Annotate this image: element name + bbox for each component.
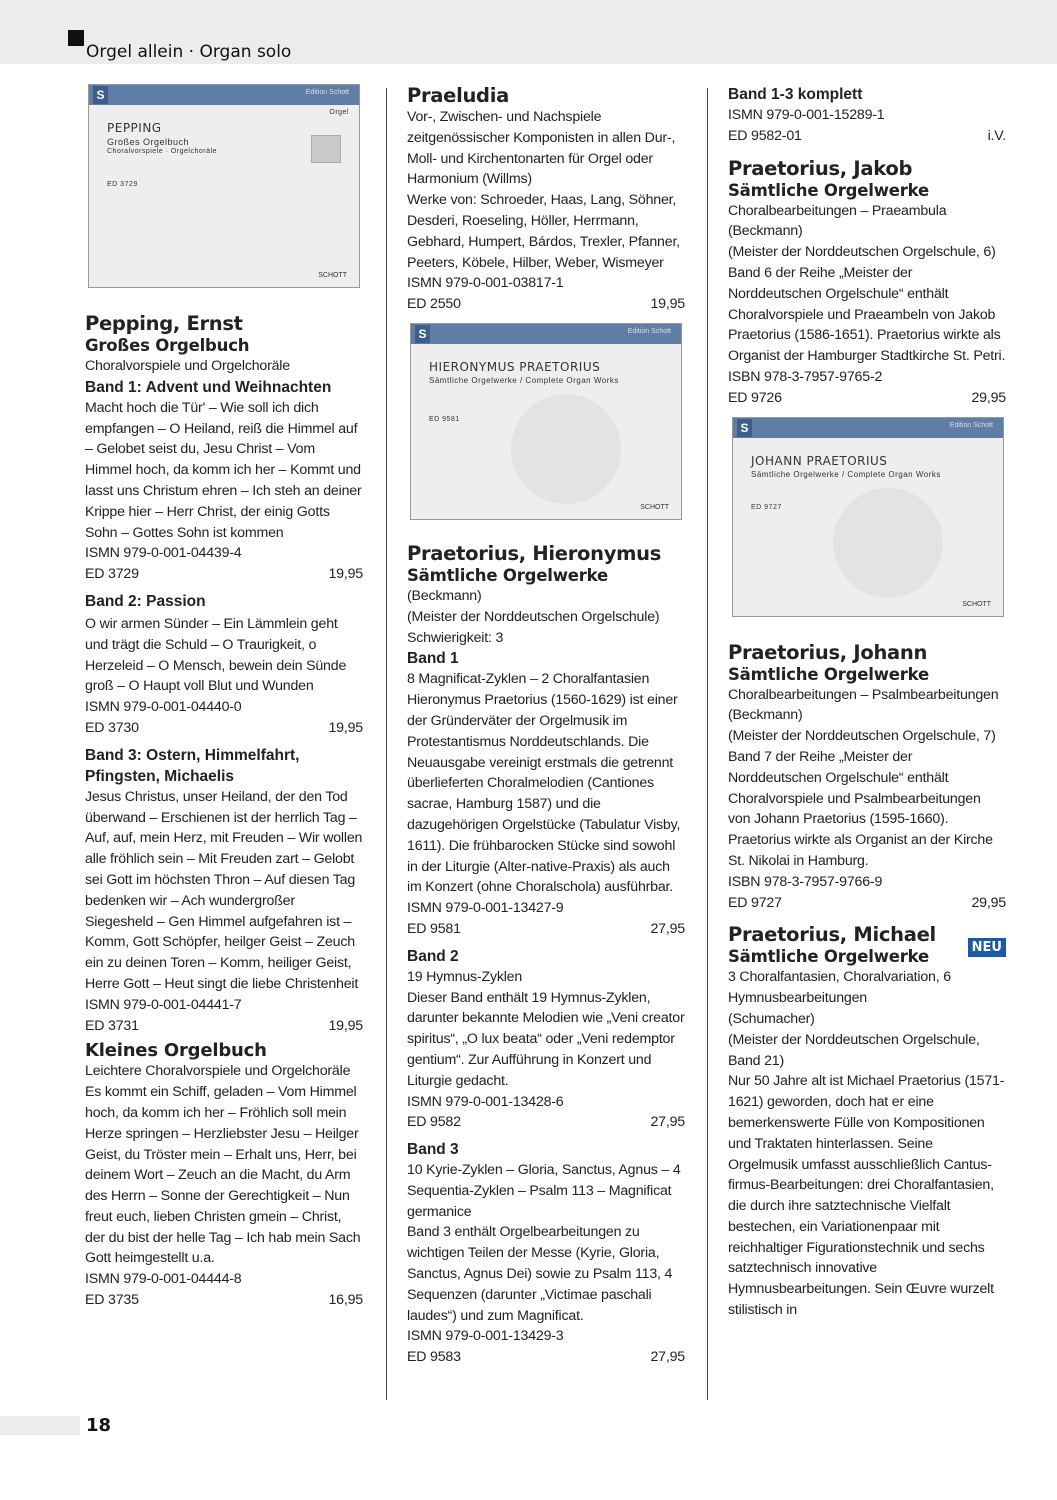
ed-number: ED 3731	[85, 1017, 139, 1034]
cover-composer: HIERONYMUS PRAETORIUS	[429, 359, 601, 374]
price: 27,95	[650, 920, 685, 937]
work-sub: Choralbearbeitungen – Praeambula	[728, 202, 947, 219]
organ-icon	[311, 135, 341, 163]
work-composers: Werke von: Schroeder, Haas, Lang, Söhner, Desderi, Roeseling, Höller, Herrmann, Gebhard, Humpert, Bárdos, Trexler, Pfanner, Peeters, Köbele, Hilber, Weber, Wismeyer	[407, 192, 680, 271]
cover-series: Edition Schott	[305, 89, 349, 96]
band-title: Band 2	[407, 947, 459, 965]
ismn: ISMN 979-0-001-13428-6	[407, 1093, 564, 1110]
series: (Meister der Norddeutschen Orgelschule, Band 21)	[728, 1031, 980, 1069]
price: 19,95	[650, 296, 685, 313]
ed-number: ED 9726	[728, 389, 782, 406]
seal-watermark	[511, 394, 621, 504]
band-title: Band 1: Advent und Weihnachten	[85, 378, 332, 396]
ed-number: ED 9582-01	[728, 127, 802, 144]
editor: (Beckmann)	[728, 707, 803, 724]
series: (Meister der Norddeutschen Orgelschule, 6)	[728, 244, 996, 261]
price: 27,95	[650, 1114, 685, 1131]
order-row	[728, 388, 1006, 409]
band-title: Band 1	[407, 650, 459, 668]
cover-series: Edition Schott	[627, 327, 671, 335]
cover-title: Großes Orgelbuch	[107, 137, 190, 147]
isbn: ISBN 978-3-7957-9766-9	[728, 873, 883, 890]
ismn: ISMN 979-0-001-04439-4	[85, 545, 242, 562]
price: 27,95	[650, 1349, 685, 1366]
band-sub: 19 Hymnus-Zyklen	[407, 968, 523, 985]
band-title-2: Pfingsten, Michaelis	[85, 767, 235, 785]
editor: (Schumacher)	[728, 1010, 815, 1027]
cover-composer: JOHANN PRAETORIUS	[751, 453, 888, 468]
isbn: ISBN 978-3-7957-9765-2	[728, 368, 883, 385]
cover-subtitle: Choralvorspiele · Orgelchoräle	[107, 148, 217, 155]
ed-number: ED 2550	[407, 296, 461, 313]
ed-number: ED 3735	[85, 1292, 139, 1309]
schott-s-icon: S	[93, 86, 108, 104]
editor: (Beckmann)	[728, 223, 803, 240]
work-text: Band 7 der Reihe „Meister der Norddeutschen Orgelschule“ enthält Choralvorspiele und Psalmbearbeitungen von Johann Praetorius (1595-1660). Praetorius wirkte als Organist an der Kirche St. Nikolai in Hamburg.	[728, 748, 993, 869]
header-bar	[0, 0, 1057, 64]
cover-code: ED 3729	[107, 181, 138, 188]
ismn: ISMN 979-0-001-03817-1	[407, 275, 564, 292]
work-sub: Choralbearbeitungen – Psalmbearbeitungen	[728, 686, 999, 703]
cover-series: Edition Schott	[949, 421, 993, 429]
cover-composer: PEPPING	[107, 121, 162, 135]
difficulty: Schwierigkeit: 3	[407, 629, 504, 646]
price: 16,95	[328, 1292, 363, 1309]
ismn: ISMN 979-0-001-04444-8	[85, 1271, 242, 1288]
band-title: Band 2: Passion	[85, 592, 206, 610]
column-1	[85, 84, 363, 1311]
ed-number: ED 9582	[407, 1114, 461, 1131]
cover-label: Orgel	[329, 109, 349, 116]
order-row	[728, 126, 1006, 147]
price: 19,95	[328, 719, 363, 736]
column-2	[407, 84, 685, 1368]
order-row	[407, 919, 685, 940]
cover-image-hieronymus	[410, 323, 682, 520]
band-text: Dieser Band enthält 19 Hymnus-Zyklen, darunter bekannte Melodien wie „Veni creator spiritus“, „O lux beata“ oder „Veni redemptor gentium“. Zur Aufführung in Konzert und Liturgie gedacht.	[407, 989, 685, 1089]
work-title: Sämtliche Orgelwerke	[728, 947, 929, 967]
ismn: ISMN 979-0-001-13427-9	[407, 900, 564, 917]
composer-name: Praetorius, Jakob	[728, 156, 913, 180]
ismn: ISMN 979-0-001-04440-0	[85, 699, 242, 716]
cover-publisher: SCHOTT	[962, 600, 991, 608]
ed-number: ED 9581	[407, 920, 461, 937]
order-row	[85, 718, 363, 739]
composer-name: Praetorius, Michael	[728, 923, 936, 947]
composer-name: Praetorius, Hieronymus	[407, 541, 662, 565]
band-text: Jesus Christus, unser Heiland, der den Tod überwand – Erschienen ist der herrlich Tag – Auf, auf, mein Herz, mit Freuden – Wir wollen alle fröhlich sein – Mit Freuden zart – Gelobt sei Gott im höchsten Thron – Auf diesen Tag bedenken wir – Ach wundergroßer Siegesheld – Gen Himmel aufgefahren ist – Komm, Gott Schöpfer, heilger Geist – Zeuch ein zu deinen Toren – Komm, heiliger Geist, Herre Gott – Heut singt die liebe Christenheit	[85, 788, 363, 992]
price: i.V.	[987, 127, 1006, 144]
order-row	[85, 1290, 363, 1311]
new-badge: NEU	[968, 938, 1006, 957]
series: (Meister der Norddeutschen Orgelschule)	[407, 608, 660, 625]
ed-number: ED 3730	[85, 719, 139, 736]
band-title: Band 1-3 komplett	[728, 86, 863, 103]
cover-code: ED 9727	[751, 503, 782, 511]
editor: (Beckmann)	[407, 587, 482, 604]
order-row	[85, 564, 363, 585]
work-title: Kleines Orgelbuch	[85, 1040, 267, 1062]
price: 29,95	[971, 389, 1006, 406]
ed-number: ED 3729	[85, 566, 139, 583]
price: 19,95	[328, 1017, 363, 1034]
header-square-icon	[68, 30, 84, 46]
cover-publisher: SCHOTT	[640, 503, 669, 511]
series: (Meister der Norddeutschen Orgelschule, 7)	[728, 728, 996, 745]
band-text: O wir armen Sünder – Ein Lämmlein geht und trägt die Schuld – O Traurigkeit, o Herzeleid – O Mensch, bewein dein Sünde groß – O Haupt voll Blut und Wunden	[85, 615, 347, 695]
work-desc: Vor-, Zwischen- und Nachspiele zeitgenössischer Komponisten in allen Dur-, Moll- und Kirchentonarten für Orgel oder Harmonium (Willms)	[407, 109, 676, 188]
price: 29,95	[971, 894, 1006, 911]
cover-title: Sämtliche Orgelwerke / Complete Organ Works	[751, 469, 941, 479]
page-number: 18	[86, 1415, 112, 1436]
composer-name: Praetorius, Johann	[728, 640, 928, 664]
order-row	[407, 1347, 685, 1368]
work-text: Leichtere Choralvorspiele und Orgelchoräle Es kommt ein Schiff, geladen – Vom Himmel hoch, da komm ich her – Fröhlich soll mein Herze springen – Herzliebster Jesu – Heilger Geist, du Tröster mein – Erhalt uns, Herr, bei deinem Wort – Zeuch an die Macht, du Arm des Herrn – Sonne der Gerechtigkeit – Nun freut euch, lieben Christen gmein – Christ, der du bist der helle Tag – Ich hab mein Sach Gott heimgestellt u.a.	[85, 1063, 361, 1267]
cover-publisher: SCHOTT	[318, 272, 347, 279]
work-desc: Choralvorspiele und Orgelchoräle	[85, 358, 290, 374]
ismn: ISMN 979-0-001-15289-1	[728, 107, 885, 123]
michael-work-row	[728, 940, 1006, 967]
column-divider	[386, 88, 387, 1400]
ismn: ISMN 979-0-001-13429-3	[407, 1328, 564, 1345]
column-3	[728, 84, 1006, 1321]
schott-s-icon: S	[415, 325, 430, 343]
order-row	[85, 1016, 363, 1037]
work-text: Nur 50 Jahre alt ist Michael Praetorius (1571-1621) geworden, doch hat er eine bemerkenswerte Fülle von Kompositionen und Traktaten hinterlassen. Seine Orgelmusik umfasst ausschließlich Cantus-firmus-Bearbeitungen: drei Choralfantasien, die durch ihre satztechnische Vielfalt bestechen, ein Variationenpaar mit reichhaltiger Figurationstechnik und sechs satztechnisch innovative Hymnusbearbeitungen. Sein Œuvre wurzelt stilistisch in	[728, 1073, 1005, 1319]
cover-image-johann	[732, 417, 1004, 617]
work-title: Sämtliche Orgelwerke	[728, 180, 929, 200]
ed-number: ED 9583	[407, 1349, 461, 1366]
ed-number: ED 9727	[728, 894, 782, 911]
work-text: Band 6 der Reihe „Meister der Norddeutschen Orgelschule“ enthält Choralvorspiele und Praeambeln von Jakob Praetorius (1586-1651). Praetorius wirkte als Organist der Hamburger Stadtkirche St. Petri.	[728, 264, 1006, 365]
band-title: Band 3	[407, 1141, 459, 1159]
column-divider	[707, 88, 708, 1400]
work-sub: 3 Choralfantasien, Choralvariation, 6 Hymnusbearbeitungen	[728, 969, 951, 1007]
composer-name: Pepping, Ernst	[85, 312, 243, 335]
work-title: Sämtliche Orgelwerke	[407, 565, 608, 585]
order-row	[728, 893, 1006, 914]
band-text: Band 3 enthält Orgelbearbeitungen zu wichtigen Teilen der Messe (Kyrie, Gloria, Sanctus, Agnus Dei) sowie zu Psalm 113, 4 Sequenzen (darunter „Victimae paschali laudes“) und zum Magnificat.	[407, 1224, 673, 1324]
work-title: Praeludia	[407, 84, 509, 107]
band-text: Macht hoch die Tür' – Wie soll ich dich empfangen – O Heiland, reiß die Himmel auf – Gelobet seist du, Jesu Christ – Vom Himmel hoch, da komm ich her – Kommt und lasst uns Christum ehren – Ich steh an deiner Krippe hier – Herr Christ, der einig Gotts Sohn – Gottes Sohn ist kommen	[85, 399, 362, 541]
seal-watermark	[833, 488, 943, 598]
footer-bar	[0, 1416, 80, 1435]
header-title: Orgel allein · Organ solo	[86, 42, 292, 62]
cover-image-pepping	[88, 84, 360, 288]
schott-s-icon: S	[737, 419, 752, 437]
cover-title: Sämtliche Orgelwerke / Complete Organ Works	[429, 375, 619, 385]
band-sub: 10 Kyrie-Zyklen – Gloria, Sanctus, Agnus – 4 Sequentia-Zyklen – Psalm 113 – Magnificat germanice	[407, 1162, 681, 1220]
work-title: Großes Orgelbuch	[85, 336, 250, 355]
cover-code: ED 9581	[429, 415, 460, 423]
band-text: Hieronymus Praetorius (1560-1629) ist einer der Gründerväter der Orgelmusik im Protestantismus Norddeutschlands. Die Neuausgabe vereinigt erstmals die getrennt überlieferten Choralmelodien (Cantiones sacrae, Hamburg 1587) und die dazugehörigen Orgelstücke (Tabulatur Visby, 1611). Die frühbarocken Stücke sind sowohl in der Liturgie (Alter-native-Praxis) als auch im Konzert (ohne Choralschola) ausführbar.	[407, 692, 681, 896]
band-title: Band 3: Ostern, Himmelfahrt,	[85, 746, 300, 764]
band-sub: 8 Magnificat-Zyklen – 2 Choralfantasien	[407, 671, 650, 688]
ismn: ISMN 979-0-001-04441-7	[85, 996, 242, 1013]
order-row	[407, 294, 685, 315]
work-title: Sämtliche Orgelwerke	[728, 664, 929, 684]
price: 19,95	[328, 566, 363, 583]
order-row	[407, 1112, 685, 1133]
